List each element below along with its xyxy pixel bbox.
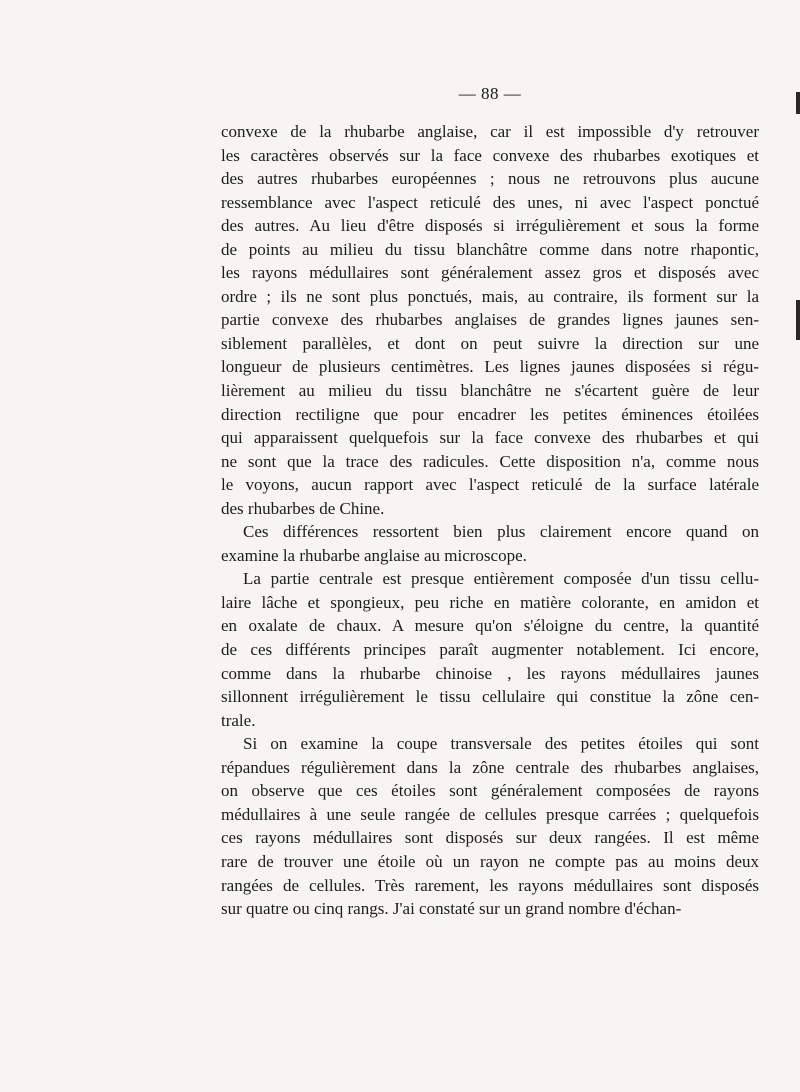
text-line: des rhubarbes de Chine. bbox=[221, 498, 385, 518]
text-line: rangées de cellules. Très rarement, les rayons médullaires sont disposés bbox=[221, 875, 759, 895]
text-line: laire lâche et spongieux, peu riche en matière colorante, en amidon et bbox=[221, 592, 759, 612]
text-line: trale. bbox=[221, 710, 256, 730]
text-line: de ces différents principes paraît augmenter notablement. Ici encore, bbox=[221, 640, 759, 660]
page-number: — 88 — bbox=[458, 84, 522, 103]
text-line: convexe de la rhubarbe anglaise, car il est impossible d'y retrouver bbox=[221, 122, 759, 141]
text-line: sur quatre ou cinq rangs. J'ai constaté sur un grand nombre d'échan- bbox=[221, 899, 682, 919]
paragraph bbox=[221, 520, 759, 567]
text-line: des autres. Au lieu d'être disposés si irrégulièrement et sous la forme bbox=[221, 216, 759, 236]
text-line: en oxalate de chaux. A mesure qu'on s'éloigne du centre, la quantité bbox=[221, 616, 759, 636]
text-line: répandues régulièrement dans la zône centrale des rhubarbes anglaises, bbox=[221, 757, 759, 777]
text-line: examine la rhubarbe anglaise au microscope. bbox=[221, 545, 527, 565]
text-line: médullaires à une seule rangée de cellules presque carrées ; quelquefois bbox=[221, 804, 759, 824]
body-text bbox=[221, 120, 759, 921]
text-line: sillonnent irrégulièrement le tissu cellulaire qui constitue la zône cen- bbox=[221, 687, 759, 707]
text-line: les caractères observés sur la face convexe des rhubarbes exotiques et bbox=[221, 145, 759, 165]
text-line: les rayons médullaires sont généralement assez gros et disposés avec bbox=[221, 263, 759, 283]
text-line: direction rectiligne que pour encadrer les petites éminences étoilées bbox=[221, 404, 759, 424]
text-line: Si on examine la coupe transversale des petites étoiles qui sont bbox=[243, 734, 759, 754]
text-line: qui apparaissent quelquefois sur la face convexe des rhubarbes et qui bbox=[221, 428, 759, 448]
text-line: longueur de plusieurs centimètres. Les lignes jaunes disposées si régu- bbox=[221, 357, 759, 377]
text-line: des autres rhubarbes européennes ; nous ne retrouvons plus aucune bbox=[221, 169, 759, 189]
text-line: on observe que ces étoiles sont généralement composées de rayons bbox=[221, 781, 759, 801]
paragraph bbox=[221, 567, 759, 732]
text-line: Ces différences ressortent bien plus clairement encore quand on bbox=[243, 522, 759, 542]
text-line: ordre ; ils ne sont plus ponctués, mais, au contraire, ils forment sur la bbox=[221, 286, 759, 306]
text-line: rare de trouver une étoile où un rayon ne compte pas au moins deux bbox=[221, 851, 759, 871]
text-line: siblement parallèles, et dont on peut suivre la direction sur une bbox=[221, 333, 759, 353]
text-line: ces rayons médullaires sont disposés sur deux rangées. Il est même bbox=[221, 828, 759, 848]
text-line: La partie centrale est presque entièrement composée d'un tissu cellu- bbox=[243, 569, 759, 589]
text-line: ressemblance avec l'aspect reticulé des unes, ni avec l'aspect ponctué bbox=[221, 192, 759, 212]
text-line: lièrement au milieu du tissu blanchâtre ne s'écartent guère de leur bbox=[221, 381, 759, 401]
margin-mark bbox=[796, 92, 800, 114]
text-line: ne sont que la trace des radicules. Cette disposition n'a, comme nous bbox=[221, 451, 759, 471]
text-line: partie convexe des rhubarbes anglaises de grandes lignes jaunes sen- bbox=[221, 310, 759, 330]
text-line: le voyons, aucun rapport avec l'aspect reticulé de la surface latérale bbox=[221, 475, 759, 495]
text-line: comme dans la rhubarbe chinoise , les rayons médullaires jaunes bbox=[221, 663, 759, 683]
paragraph bbox=[221, 732, 759, 920]
text-line: de points au milieu du tissu blanchâtre comme dans notre rhapontic, bbox=[221, 239, 759, 259]
margin-mark bbox=[796, 300, 800, 340]
paragraph bbox=[221, 120, 759, 520]
